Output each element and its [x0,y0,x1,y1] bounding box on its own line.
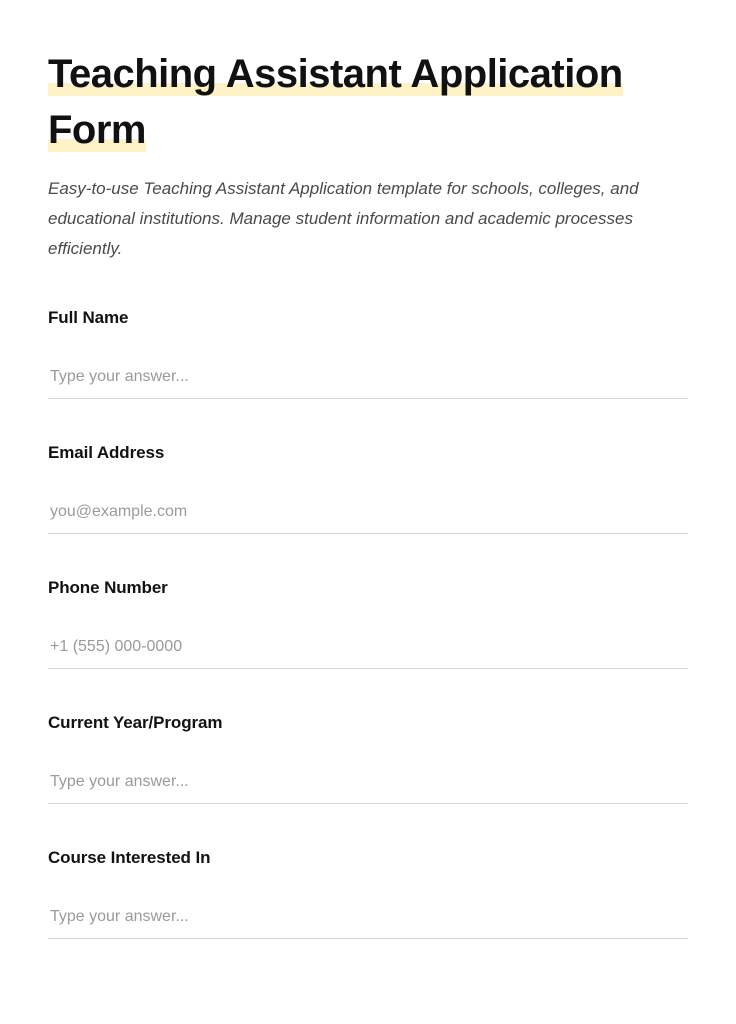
field-current-year-program [48,713,688,804]
email-field[interactable] [48,503,688,534]
page-title [48,46,688,158]
field-label-current-year-program: Current Year/Program [48,713,223,732]
field-full-name [48,308,688,399]
page-title-line-2: Form [48,108,146,152]
field-label-email-address: Email Address [48,443,165,462]
field-label-course-interested-in: Course Interested In [48,848,211,867]
field-phone-number [48,578,688,669]
field-label-full-name: Full Name [48,308,129,327]
page-title-line-1: Teaching Assistant Application [48,52,623,96]
field-course-interested-in [48,848,688,939]
course-interested-in-input[interactable] [48,908,688,939]
phone-number-input[interactable] [48,638,688,669]
form-description: Easy-to-use Teaching Assistant Application template for schools, colleges, and educational institutions. Manage student information and academic processes efficiently. [48,179,639,258]
current-year-program-input[interactable] [48,773,688,804]
field-email-address [48,443,688,534]
full-name-input[interactable] [48,368,688,399]
field-label-phone-number: Phone Number [48,578,168,597]
